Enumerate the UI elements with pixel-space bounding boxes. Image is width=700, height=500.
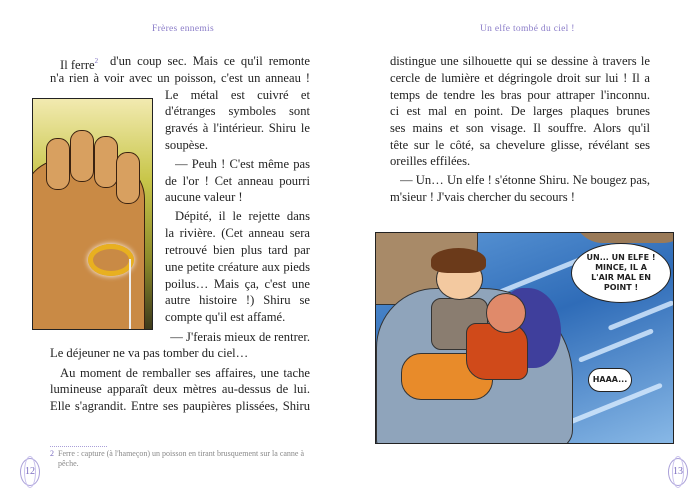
- footnote-text: Ferre : capture (à l'hameçon) un poisson en tirant brusquement sur la canne à pêche.: [58, 449, 305, 468]
- comic-panel: [375, 232, 674, 444]
- fishing-line: [129, 259, 131, 330]
- text-line: — Peuh ! C'est même pas: [175, 157, 310, 171]
- illustration-hand-with-ring: [32, 98, 153, 330]
- finger-shape: [46, 138, 70, 190]
- text-line: tête sur le côté, sa chevelure glisse, révélant ses: [390, 138, 650, 152]
- text-fragment: Il ferre: [60, 58, 95, 72]
- elf-face: [486, 293, 526, 333]
- speed-streak: [608, 300, 674, 331]
- text-line: Le métal est cuivré et: [165, 88, 310, 102]
- text-line: Le déjeuner ne va pas tomber du ciel…: [50, 346, 249, 360]
- text-line: aucune valeur !: [165, 190, 243, 204]
- running-header: Un elfe tombé du ciel !: [480, 24, 575, 34]
- boy-hair: [431, 248, 486, 273]
- text-line: soupèse.: [165, 138, 209, 152]
- text-line: retrouvé bien plus tard par: [165, 243, 310, 257]
- text-line: Elle s'agrandit. Entre ses paupières plissées, Shiru: [50, 399, 310, 413]
- text-line: n'a rien à voir avec un poisson, c'est un anneau !: [50, 71, 310, 85]
- text-line: m'sieur ! J'vais chercher du secours !: [390, 190, 575, 204]
- text-line: — J'ferais mieux de rentrer.: [170, 330, 310, 344]
- footnote-number: 2: [50, 449, 54, 458]
- text-line: gravés à l'intérieur. Shiru le: [165, 121, 310, 135]
- text-line: de l'or ! Cet anneau pourri: [165, 174, 310, 188]
- text-line: la rivière. (Cet anneau sera: [165, 226, 310, 240]
- text-line: ci est mal en point. De larges plaques brunes: [390, 104, 650, 118]
- text-line: d'étranges symboles sont: [165, 104, 310, 118]
- text-line: lumineuse apparaît deux mètres au-dessus de lui.: [50, 382, 310, 396]
- text-line: [60, 53, 310, 72]
- cliff-shape: [573, 232, 674, 243]
- text-line: temps de tendre les bras pour attraper l'inconnu.: [390, 88, 650, 102]
- page-number: 13: [668, 458, 688, 486]
- speech-bubble: [588, 368, 632, 392]
- speech-bubble: [571, 243, 671, 303]
- finger-shape: [94, 136, 118, 188]
- finger-shape: [70, 130, 94, 182]
- running-header: Frères ennemis: [152, 24, 214, 34]
- page-number: 12: [20, 458, 40, 486]
- text-line: poilus… Mais ça, c'est une: [165, 277, 310, 291]
- text-line: distingue une silhouette qui se dessine à travers le: [390, 54, 650, 68]
- text-line: — Un… Un elfe ! s'étonne Shiru. Ne bougez pas,: [400, 173, 650, 187]
- text-line: Dépité, il le rejette dans: [175, 209, 310, 223]
- text-line: cercle de lumière et dégringole droit sur lui ! Il a: [390, 71, 650, 85]
- footnote-divider: [50, 446, 107, 447]
- footnote: [50, 449, 312, 469]
- speech-text: UN... UN ELFE ! MINCE, IL A L'AIR MAL EN POINT !: [586, 253, 656, 292]
- text-fragment: d'un coup sec. Mais ce qu'il remonte: [110, 54, 310, 68]
- finger-shape: [116, 152, 140, 204]
- text-line: compte qu'il est affamé.: [165, 310, 286, 324]
- text-line: ses mains et son visage. Il souffre. Alors qu'il: [390, 121, 650, 135]
- text-line: oreilles effilées.: [390, 154, 471, 168]
- text-line: autre histoire !) Shiru se: [165, 293, 310, 307]
- speech-text: HAAA...: [592, 375, 628, 384]
- text-line: une petite créature aux pieds: [165, 260, 310, 274]
- elf-body: [466, 323, 528, 380]
- ring-shape: [88, 244, 134, 276]
- footnote-ref[interactable]: 2: [94, 57, 99, 65]
- text-line: Au moment de remballer ses affaires, une tache: [60, 366, 310, 380]
- speed-streak: [578, 328, 654, 363]
